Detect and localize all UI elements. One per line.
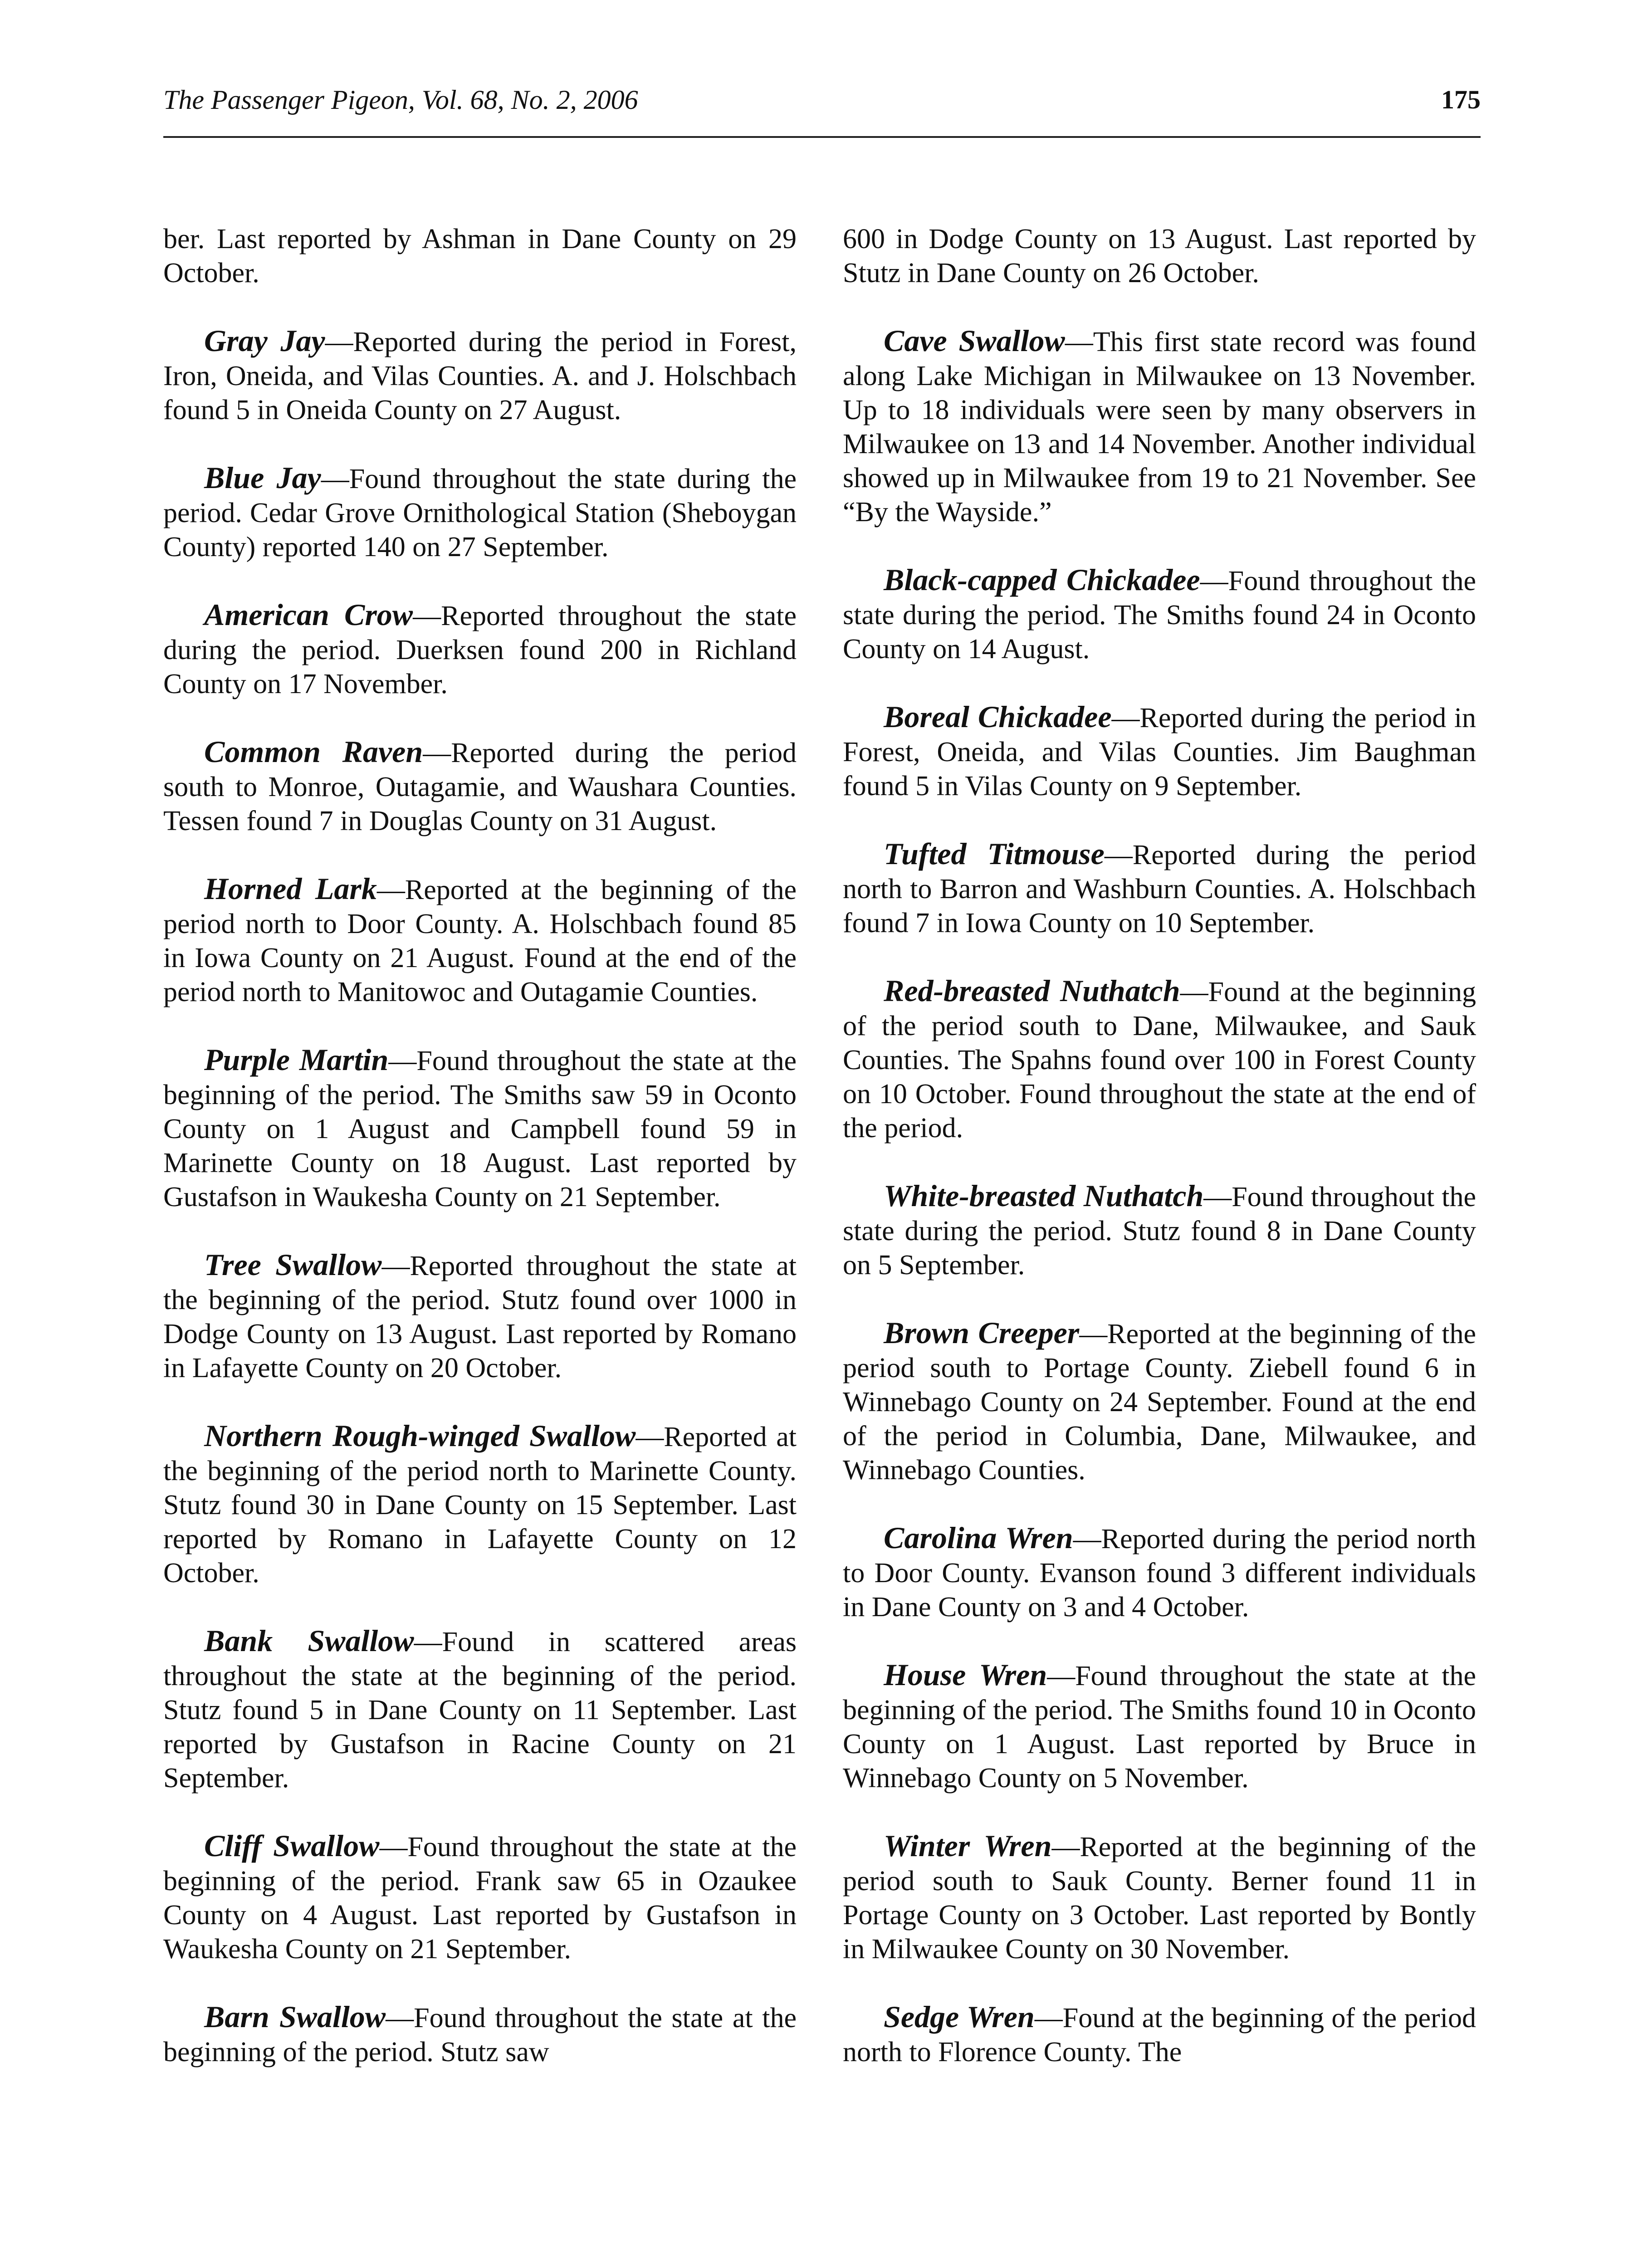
species-name: Barn Swallow (204, 1999, 386, 2034)
species-entry: Tufted Titmouse—Reported during the period north to Barron and Washburn Counties. A. Holschbach found 7 in Iowa County on 10 September. (843, 836, 1476, 938)
entry-text: Found throughout the state at the beginning of the period. Stutz saw (163, 2003, 797, 2068)
species-entry: Black-capped Chickadee—Found throughout the state during the period. The Smiths found 24 in Oconto County on 14 August. (843, 562, 1476, 665)
species-entry (163, 222, 797, 290)
species-name: Horned Lark (204, 871, 377, 906)
left-column (163, 222, 797, 2103)
species-name: White-breasted Nuthatch (884, 1178, 1204, 1213)
species-name: Purple Martin (204, 1042, 389, 1077)
running-header (163, 82, 1481, 138)
species-name: American Crow (204, 597, 413, 632)
entry-text: Found at the beginning of the period south to Dane, Milwaukee, and Sauk Counties. The Spahns found over 100 in Forest County on 10 October. Found throughout the state at the end of the period. (843, 977, 1476, 1144)
species-name: Tree Swallow (204, 1247, 382, 1282)
species-entry: Cave Swallow—This first state record was found along Lake Michigan in Milwaukee on 13 November. Up to 18 individuals were seen by many observers in Milwaukee on 13 and 14 November. Another individual showed up in Milwaukee from 19 to 21 November. See “By the Wayside.” (843, 323, 1476, 528)
species-entry: Red-breasted Nuthatch—Found at the beginning of the period south to Dane, Milwaukee, and Sauk Counties. The Spahns found over 100 in Forest County on 10 October. Found throughout the state at the end of the period. (843, 973, 1476, 1144)
species-name: Common Raven (204, 734, 423, 769)
species-entry: Common Raven—Reported during the period south to Monroe, Outagamie, and Waushara Counties. Tessen found 7 in Douglas County on 31 August. (163, 734, 797, 836)
entry-text: Reported during the period in Forest, Oneida, and Vilas Counties. Jim Baughman found 5 in Vilas County on 9 September. (843, 703, 1476, 802)
species-entry (843, 222, 1476, 290)
entry-text: Reported at the beginning of the period south to Sauk County. Berner found 11 in Portage County on 3 October. Last reported by Bontly in Milwaukee County on 30 November. (843, 1832, 1476, 1965)
journal-title: The Passenger Pigeon, Vol. 68, No. 2, 2006 (163, 85, 638, 115)
species-entry: Tree Swallow—Reported throughout the state at the beginning of the period. Stutz found over 1000 in Dodge County on 13 August. Last reported by Romano in Lafayette County on 20 October. (163, 1247, 797, 1383)
species-entry: American Crow—Reported throughout the state during the period. Duerksen found 200 in Richland County on 17 November. (163, 597, 797, 699)
species-name: Cliff Swallow (204, 1828, 380, 1863)
species-name: Tufted Titmouse (884, 836, 1105, 871)
species-entry: Gray Jay—Reported during the period in Forest, Iron, Oneida, and Vilas Counties. A. and J. Holschbach found 5 in Oneida County on 27 August. (163, 323, 797, 425)
species-entry: White-breasted Nuthatch—Found throughout the state during the period. Stutz found 8 in Dane County on 5 September. (843, 1178, 1476, 1281)
species-entry: Brown Creeper—Reported at the beginning of the period south to Portage County. Ziebell found 6 in Winnebago County on 24 September. Found at the end of the period in Columbia, Dane, Milwaukee, and Winnebago Counties. (843, 1315, 1476, 1486)
entry-text: ber. Last reported by Ashman in Dane County on 29 October. (163, 224, 797, 288)
page-number: 175 (1441, 85, 1481, 114)
entry-text: Found throughout the state during the period. The Smiths found 24 in Oconto County on 14 August. (843, 566, 1476, 665)
entry-text: This first state record was found along Lake Michigan in Milwaukee on 13 November. Up to 18 individuals were seen by many observers in Milwaukee on 13 and 14 November. Another individual showed up in Milwaukee from 19 to 21 November. See “By the Wayside.” (843, 327, 1476, 528)
species-entry: Barn Swallow—Found throughout the state at the beginning of the period. Stutz saw (163, 1999, 797, 2068)
entry-text: Found throughout the state during the period. Cedar Grove Ornithological Station (Sheboygan County) reported 140 on 27 September. (163, 464, 797, 562)
species-entry: Horned Lark—Reported at the beginning of the period north to Door County. A. Holschbach found 85 in Iowa County on 21 August. Found at the end of the period north to Manitowoc and Outagamie Counties. (163, 871, 797, 1007)
species-name: Boreal Chickadee (884, 699, 1112, 734)
species-name: Cave Swallow (884, 323, 1065, 358)
species-name: Sedge Wren (884, 1999, 1035, 2034)
entry-text: Found at the beginning of the period north to Florence County. The (843, 2003, 1476, 2068)
entry-text: Reported during the period north to Barron and Washburn Counties. A. Holschbach found 7 in Iowa County on 10 September. (843, 840, 1476, 938)
entry-text: Reported throughout the state during the period. Duerksen found 200 in Richland County on 17 November. (163, 601, 797, 699)
species-name: Carolina Wren (884, 1520, 1073, 1555)
species-name: Brown Creeper (884, 1315, 1080, 1350)
species-name: Blue Jay (204, 460, 321, 495)
species-entry: Bank Swallow—Found in scattered areas throughout the state at the beginning of the period. Stutz found 5 in Dane County on 11 September. Last reported by Gustafson in Racine County on 21 September. (163, 1623, 797, 1794)
species-entry: Blue Jay—Found throughout the state during the period. Cedar Grove Ornithological Station (Sheboygan County) reported 140 on 27 September. (163, 460, 797, 562)
species-name: House Wren (884, 1657, 1047, 1692)
species-entry: Winter Wren—Reported at the beginning of the period south to Sauk County. Berner found 11 in Portage County on 3 October. Last reported by Bontly in Milwaukee County on 30 November. (843, 1828, 1476, 1965)
species-name: Gray Jay (204, 323, 325, 358)
species-entry: Cliff Swallow—Found throughout the state at the beginning of the period. Frank saw 65 in Ozaukee County on 4 August. Last reported by Gustafson in Waukesha County on 21 September. (163, 1828, 797, 1965)
entry-text: Reported at the beginning of the period north to Door County. A. Holschbach found 85 in Iowa County on 21 August. Found at the end of the period north to Manitowoc and Outagamie Counties. (163, 875, 797, 1007)
species-name: Northern Rough-winged Swallow (204, 1418, 636, 1453)
entry-text: Found throughout the state during the period. Stutz found 8 in Dane County on 5 September. (843, 1182, 1476, 1281)
species-entry: Boreal Chickadee—Reported during the period in Forest, Oneida, and Vilas Counties. Jim Baughman found 5 in Vilas County on 9 September. (843, 699, 1476, 802)
entry-text: Reported at the beginning of the period north to Marinette County. Stutz found 30 in Dane County on 15 September. Last reported by Romano in Lafayette County on 12 October. (163, 1422, 797, 1589)
species-entry: Northern Rough-winged Swallow—Reported at the beginning of the period north to Marinette County. Stutz found 30 in Dane County on 15 September. Last reported by Romano in Lafayette County on 12 October. (163, 1418, 797, 1589)
species-entry: Sedge Wren—Found at the beginning of the period north to Florence County. The (843, 1999, 1476, 2068)
species-entry: Purple Martin—Found throughout the state at the beginning of the period. The Smiths saw 59 in Oconto County on 1 August and Campbell found 59 in Marinette County on 18 August. Last reported by Gustafson in Waukesha County on 21 September. (163, 1042, 797, 1212)
entry-text: Reported at the beginning of the period south to Portage County. Ziebell found 6 in Winnebago County on 24 September. Found at the end of the period in Columbia, Dane, Milwaukee, and Winnebago Counties. (843, 1319, 1476, 1486)
entry-text: Reported during the period south to Monroe, Outagamie, and Waushara Counties. Tessen found 7 in Douglas County on 31 August. (163, 738, 797, 836)
entry-text: Found throughout the state at the beginning of the period. Frank saw 65 in Ozaukee County on 4 August. Last reported by Gustafson in Waukesha County on 21 September. (163, 1832, 797, 1965)
species-name: Bank Swallow (204, 1623, 414, 1658)
species-name: Black-capped Chickadee (884, 562, 1200, 597)
entry-text: Found throughout the state at the beginning of the period. The Smiths found 10 in Oconto County on 1 August. Last reported by Bruce in Winnebago County on 5 November. (843, 1661, 1476, 1794)
species-entry: Carolina Wren—Reported during the period north to Door County. Evanson found 3 different individuals in Dane County on 3 and 4 October. (843, 1520, 1476, 1623)
entry-text: Reported during the period north to Door County. Evanson found 3 different individuals in Dane County on 3 and 4 October. (843, 1524, 1476, 1623)
entry-text: Reported throughout the state at the beginning of the period. Stutz found over 1000 in Dodge County on 13 August. Last reported by Romano in Lafayette County on 20 October. (163, 1251, 797, 1383)
entry-text: Reported during the period in Forest, Iron, Oneida, and Vilas Counties. A. and J. Holschbach found 5 in Oneida County on 27 August. (163, 327, 797, 425)
entry-text: Found in scattered areas throughout the state at the beginning of the period. Stutz found 5 in Dane County on 11 September. Last reported by Gustafson in Racine County on 21 September. (163, 1627, 797, 1794)
right-column (843, 222, 1476, 2103)
species-name: Winter Wren (884, 1828, 1052, 1863)
entry-text: Found throughout the state at the beginning of the period. The Smiths saw 59 in Oconto County on 1 August and Campbell found 59 in Marinette County on 18 August. Last reported by Gustafson in Waukesha County on 21 September. (163, 1046, 797, 1212)
species-name: Red-breasted Nuthatch (884, 973, 1180, 1008)
entry-text: 600 in Dodge County on 13 August. Last reported by Stutz in Dane County on 26 October. (843, 224, 1476, 288)
species-entry: House Wren—Found throughout the state at the beginning of the period. The Smiths found 10 in Oconto County on 1 August. Last reported by Bruce in Winnebago County on 5 November. (843, 1657, 1476, 1794)
